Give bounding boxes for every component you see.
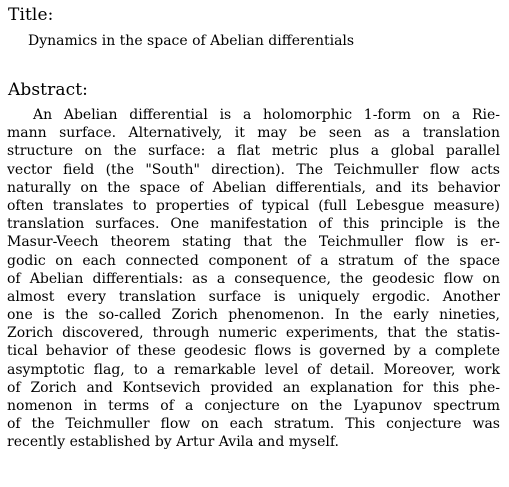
abstract-line: naturally on the space of Abelian differentials, and its behavior [7, 179, 500, 196]
abstract-line: of the Teichmuller flow on each stratum. This conjecture was [7, 416, 500, 433]
abstract-line: translation surfaces. One manifestation of this principle is the [7, 216, 500, 233]
paper-title: Dynamics in the space of Abelian differentials [28, 33, 355, 49]
abstract-heading: Abstract: [8, 80, 88, 100]
abstract-line: of Abelian differentials: as a consequence, the geodesic flow on [7, 270, 500, 287]
abstract-line: one is the so-called Zorich phenomenon. In the early nineties, [7, 307, 500, 324]
title-heading: Title: [8, 5, 54, 25]
abstract-line: mann surface. Alternatively, it may be seen as a translation [7, 125, 500, 142]
abstract-line: Masur-Veech theorem stating that the Teichmuller flow is er- [7, 234, 500, 251]
abstract-body [7, 106, 500, 452]
abstract-line: almost every translation surface is uniquely ergodic. Another [7, 288, 500, 305]
abstract-line: often translates to properties of typical (full Lebesgue measure) [7, 197, 500, 214]
abstract-line: Zorich discovered, through numeric experiments, that the statis- [7, 325, 500, 342]
abstract-line: asymptotic flag, to a remarkable level of detail. Moreover, work [7, 361, 500, 378]
abstract-line: tical behavior of these geodesic flows is governed by a complete [7, 343, 500, 360]
abstract-line: An Abelian differential is a holomorphic 1-form on a Rie- [33, 107, 500, 123]
abstract-line: recently established by Artur Avila and myself. [7, 434, 339, 451]
abstract-line: nomenon in terms of a conjecture on the Lyapunov spectrum [7, 398, 500, 414]
abstract-line: godic on each connected component of a stratum of the space [7, 252, 500, 269]
abstract-line: vector field (the "South" direction). The Teichmuller flow acts [7, 161, 500, 178]
abstract-line: of Zorich and Kontsevich provided an explanation for this phe- [7, 379, 500, 396]
abstract-line: structure on the surface: a flat metric plus a global parallel [7, 143, 500, 160]
